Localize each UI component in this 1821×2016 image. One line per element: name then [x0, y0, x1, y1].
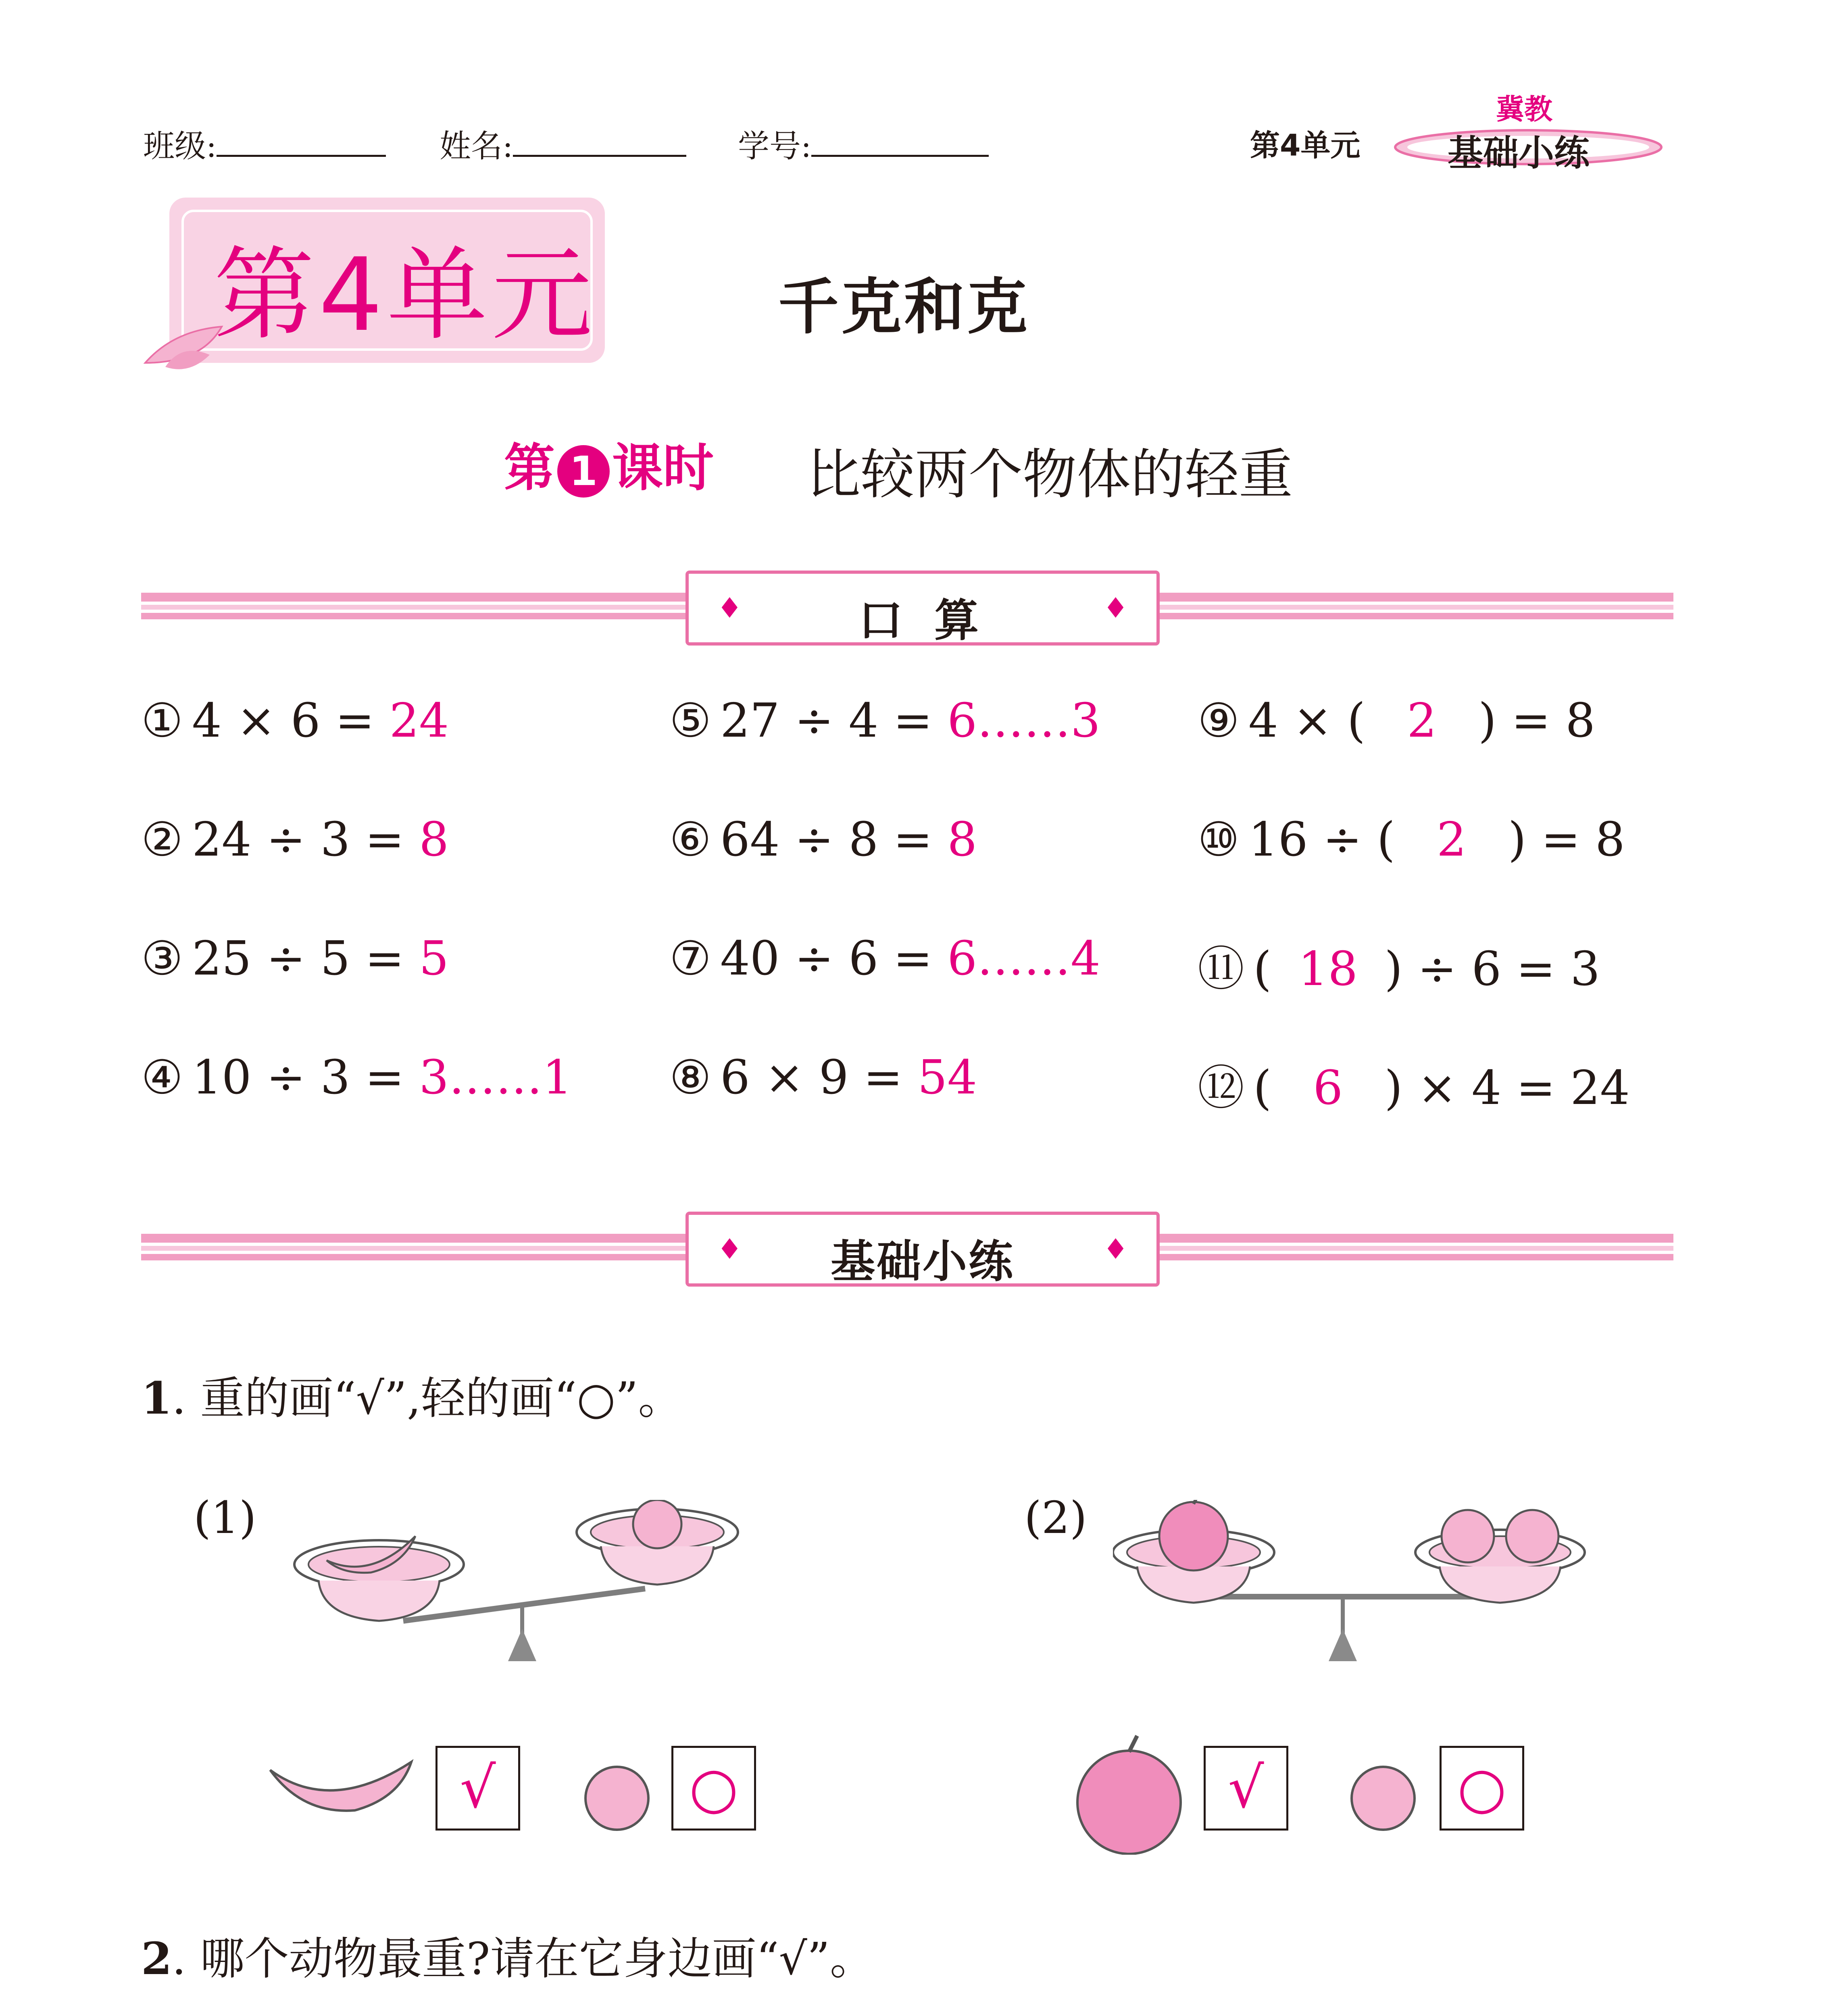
question-expression: 4 × 6 =: [192, 694, 390, 748]
question-number: ②: [141, 812, 183, 867]
unit-badge: [169, 198, 605, 363]
orange-icon: [633, 1500, 681, 1548]
series-logo: [1387, 93, 1669, 174]
question-expression-end: ) ÷ 6 = 3: [1384, 942, 1600, 996]
question-expression: 40 ÷ 6 =: [720, 931, 948, 986]
question-answer[interactable]: 5: [419, 931, 449, 986]
part-1-label: (1): [194, 1492, 256, 1543]
basic-title: 基础小练: [831, 1236, 1015, 1287]
oral-banner: [685, 571, 1160, 646]
lesson-prefix: 第: [504, 438, 555, 498]
name-label: 姓名:: [440, 128, 513, 165]
name-field[interactable]: [440, 121, 686, 166]
exercise-1-number: 1: [141, 1372, 172, 1424]
orange-answer-box-2[interactable]: ○: [1440, 1746, 1524, 1831]
apple-answer-box[interactable]: √: [1204, 1746, 1288, 1831]
question-number: ⑪: [1198, 942, 1244, 996]
question-expression: (: [1253, 1061, 1272, 1115]
exercise-1-text: . 重的画“√”,轻的画“○”。: [172, 1372, 683, 1424]
part-2-label: (2): [1024, 1492, 1087, 1543]
question-answer[interactable]: 8: [947, 812, 977, 867]
diamond-icon: ♦: [717, 1233, 742, 1266]
lesson-suffix: 课时: [612, 438, 714, 498]
class-field[interactable]: [143, 121, 386, 166]
exercise-2-text: . 哪个动物最重?请在它身边画“√”。: [172, 1933, 875, 1985]
oral-question: [669, 694, 1100, 748]
oral-question: [141, 812, 449, 867]
question-answer[interactable]: 2: [1436, 812, 1467, 867]
question-number: ⑥: [669, 812, 711, 867]
apple-icon: [1073, 1734, 1186, 1855]
lesson-label: [504, 427, 714, 500]
question-expression: 27 ÷ 4 =: [720, 694, 948, 748]
question-number: ⑦: [669, 931, 711, 986]
question-number: ⑫: [1198, 1061, 1244, 1115]
question-expression: 10 ÷ 3 =: [192, 1050, 419, 1105]
question-expression-end: ) × 4 = 24: [1384, 1061, 1630, 1115]
question-answer[interactable]: 6……3: [947, 694, 1100, 748]
apple-icon: [1159, 1500, 1228, 1570]
oral-question: [1198, 1050, 1630, 1118]
question-expression: 24 ÷ 3 =: [192, 812, 419, 867]
question-number: ⑨: [1198, 694, 1240, 748]
lesson-number: 1: [557, 445, 610, 498]
basic-banner: [685, 1212, 1160, 1287]
balance-scale-2: [1113, 1500, 1597, 1669]
question-number: ⑤: [669, 694, 711, 748]
student-id-field[interactable]: [738, 121, 989, 166]
question-answer[interactable]: 18: [1298, 942, 1358, 996]
lesson-title: 比较两个物体的轻重: [806, 443, 1293, 506]
question-answer[interactable]: 6……4: [947, 931, 1100, 986]
oral-question: [1198, 694, 1595, 748]
question-number: ①: [141, 694, 183, 748]
leaf-icon: [141, 319, 230, 375]
oral-question: [141, 694, 449, 748]
question-expression: 64 ÷ 8 =: [720, 812, 948, 867]
oral-title: 口 算: [858, 595, 987, 646]
question-expression: 16 ÷ (: [1248, 812, 1395, 867]
series-top: 冀教: [1496, 93, 1552, 126]
question-answer[interactable]: 2: [1407, 694, 1437, 748]
banana-answer-box[interactable]: √: [435, 1746, 520, 1831]
question-number: ③: [141, 931, 183, 986]
question-number: ④: [141, 1050, 183, 1105]
exercise-2-prompt: [141, 1923, 874, 1987]
orange-answer-box-1[interactable]: ○: [671, 1746, 756, 1831]
question-answer[interactable]: 54: [917, 1050, 977, 1105]
question-expression: 25 ÷ 5 =: [192, 931, 419, 986]
oral-question: [669, 1050, 977, 1105]
question-expression-end: ) = 8: [1508, 812, 1625, 867]
oral-question: [669, 812, 977, 867]
oral-question: [141, 1050, 572, 1105]
oral-question: [669, 931, 1100, 986]
exercise-1-prompt: [141, 1363, 682, 1427]
question-answer[interactable]: 3……1: [419, 1050, 572, 1105]
banana-icon: [266, 1754, 419, 1818]
student-id-label: 学号:: [738, 128, 812, 165]
unit-badge-text: 第4单元: [214, 236, 597, 354]
question-answer[interactable]: 8: [419, 812, 449, 867]
question-expression-end: ) = 8: [1478, 694, 1595, 748]
question-answer[interactable]: 24: [389, 694, 449, 748]
oral-question: [1198, 812, 1625, 867]
question-expression: 4 × (: [1248, 694, 1365, 748]
balance-scale-1: [282, 1500, 766, 1669]
exercise-2-number: 2: [141, 1933, 172, 1985]
oral-question: [141, 931, 449, 986]
unit-title: 千克和克: [778, 272, 1030, 342]
diamond-icon: ♦: [717, 591, 742, 625]
question-number: ⑩: [1198, 812, 1240, 867]
diamond-icon: ♦: [1103, 591, 1128, 625]
series-name: 基础小练: [1448, 132, 1590, 174]
question-number: ⑧: [669, 1050, 711, 1105]
question-expression: 6 × 9 =: [720, 1050, 918, 1105]
question-expression: (: [1253, 942, 1272, 996]
oral-question: [1198, 931, 1600, 999]
unit-tag: 第4单元: [1250, 128, 1361, 163]
orange-icon: [1347, 1762, 1419, 1835]
question-answer[interactable]: 6: [1313, 1061, 1343, 1115]
diamond-icon: ♦: [1103, 1233, 1128, 1266]
class-label: 班级:: [143, 128, 217, 165]
orange-icon: [581, 1762, 653, 1835]
